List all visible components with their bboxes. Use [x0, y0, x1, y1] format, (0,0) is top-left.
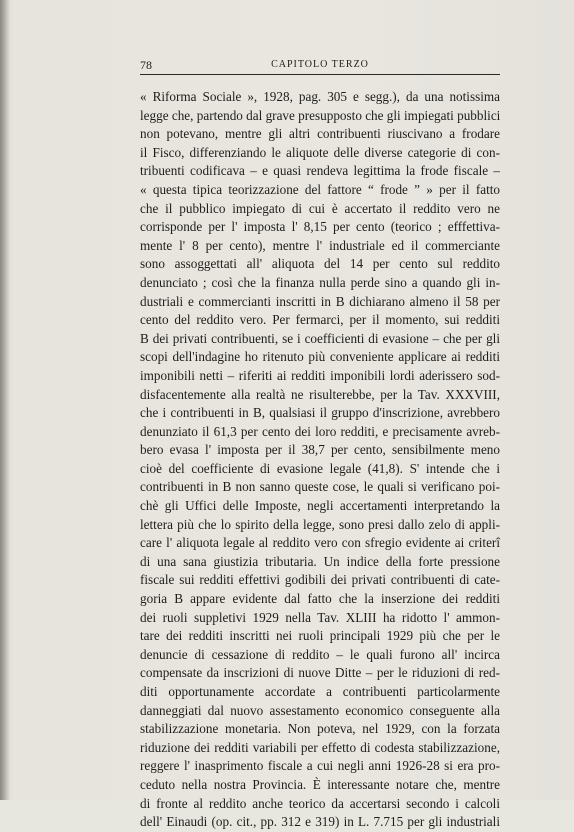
text-line: che i contribuenti in B, qualsiasi il gruppo d'inscrizione, avrebbero	[140, 405, 500, 421]
text-line: tare dei redditi inscritti nei ruoli principali 1929 più che per le	[140, 628, 500, 644]
text-line: cioè del coefficiente di evasione legale (41,8). S' intende che i	[140, 460, 500, 476]
text-line: bero evasa l' imposta per il 38,7 per cento, sensibilmente meno	[140, 442, 500, 458]
text-line: sono assoggettati all' aliquota del 14 per cento sul reddito	[140, 256, 500, 272]
text-line: denunciato ; così che la finanza nulla perde sino a quando gli in-	[140, 274, 500, 290]
text-line: fiscale sui redditi effettivi godibili dei privati contribuenti di cate-	[140, 572, 500, 588]
text-line: B dei privati contribuenti, se i coefficienti di evasione – che per gli	[140, 330, 500, 346]
text-line: riduzione dei redditi variabili per effetto di codesta stabilizzazione,	[140, 739, 500, 755]
page-header	[140, 56, 500, 75]
text-line: legge che, partendo dal grave presupposto che gli impiegati pubblici	[140, 107, 501, 123]
text-line: « questa tipica teorizzazione del fattore “ frode ” » per il fatto	[140, 181, 500, 197]
text-line: scopi dell'indagine ho ritenuto più conveniente applicare ai redditi	[140, 349, 500, 365]
text-line: disfacentemente alla realtà ne risulterebbe, per la Tav. XXXVIII,	[140, 386, 500, 402]
text-line: danneggiati dal nuovo assestamento economico conseguente alla	[140, 702, 500, 718]
binding-shadow	[0, 0, 10, 800]
text-line: compensate da inscrizioni di nuove Ditte – per le riduzioni di red-	[140, 665, 500, 681]
text-line: cento del reddito vero. Per fermarci, per il momento, sui redditi	[140, 312, 500, 328]
text-line: che il pubblico impiegato di cui è accertato il reddito vero ne	[140, 200, 500, 216]
text-line: denuncie di cessazione di reddito – le quali furono all' incirca	[140, 646, 500, 662]
text-line: « Riforma Sociale », 1928, pag. 305 e segg.), da una notissima	[140, 89, 500, 104]
text-line: dell' Einaudi (op. cit., pp. 312 e 319) in L. 7.715 per gli industriali	[140, 814, 500, 830]
text-line: ceduto nella nostra Provincia. È interessante notare che, mentre	[140, 776, 500, 792]
text-line: denunziato il 61,3 per cento dei loro redditi, e precisamente avreb-	[140, 423, 500, 439]
text-line: imponibili netti – riferiti ai redditi imponibili lordi aderissero sod-	[140, 367, 500, 383]
body-text	[140, 88, 500, 832]
text-line: di una sana giustizia tributaria. Un indice della forte pressione	[140, 553, 500, 569]
text-line: non potevano, mentre gli altri contribuenti riuscivano a frodare	[140, 126, 500, 142]
text-line: di fronte al reddito anche teorico da accertarsi secondo i calcoli	[140, 795, 500, 811]
text-line: dustriali e commercianti inscritti in B dichiarano almeno il 58 per	[140, 293, 500, 309]
text-line: chè gli Uffici delle Imposte, negli accertamenti interpretando la	[140, 498, 500, 514]
text-line: reggere l' inasprimento fiscale a cui negli anni 1926-28 si era pro-	[140, 758, 500, 774]
page-number: 78	[140, 58, 152, 72]
text-line: stabilizzazione monetaria. Non poteva, nel 1929, con la forzata	[140, 721, 500, 737]
text-line: goria B appare evidente dal fatto che la inserzione dei redditi	[140, 591, 500, 607]
text-line: tribuenti codificava – e quasi rendeva legittima la frode fiscale –	[140, 163, 500, 179]
text-line: diti opportunamente accordate a contribuenti particolarmente	[140, 684, 500, 699]
text-line: dei ruoli suppletivi 1929 nella Tav. XLIII ha ridotto l' ammon-	[140, 609, 500, 625]
text-line: il Fisco, differenziando le aliquote delle diverse categorie di con-	[140, 144, 500, 160]
text-line: lettera più che lo spirito della legge, sono presi dallo zelo di appli-	[140, 516, 500, 532]
text-line: corrisponde per l' imposta l' 8,15 per cento (teorico ; efffettiva-	[140, 219, 500, 235]
text-line: care l' aliquota legale al reddito vero con sfregio evidente ai criterî	[140, 535, 500, 551]
running-head: CAPITOLO TERZO	[271, 59, 369, 70]
text-line: contribuenti in B non sanno queste cose, le quali si verificano poi-	[140, 479, 500, 495]
text-line: mente l' 8 per cento), mentre l' industriale ed il commerciante	[140, 237, 500, 253]
